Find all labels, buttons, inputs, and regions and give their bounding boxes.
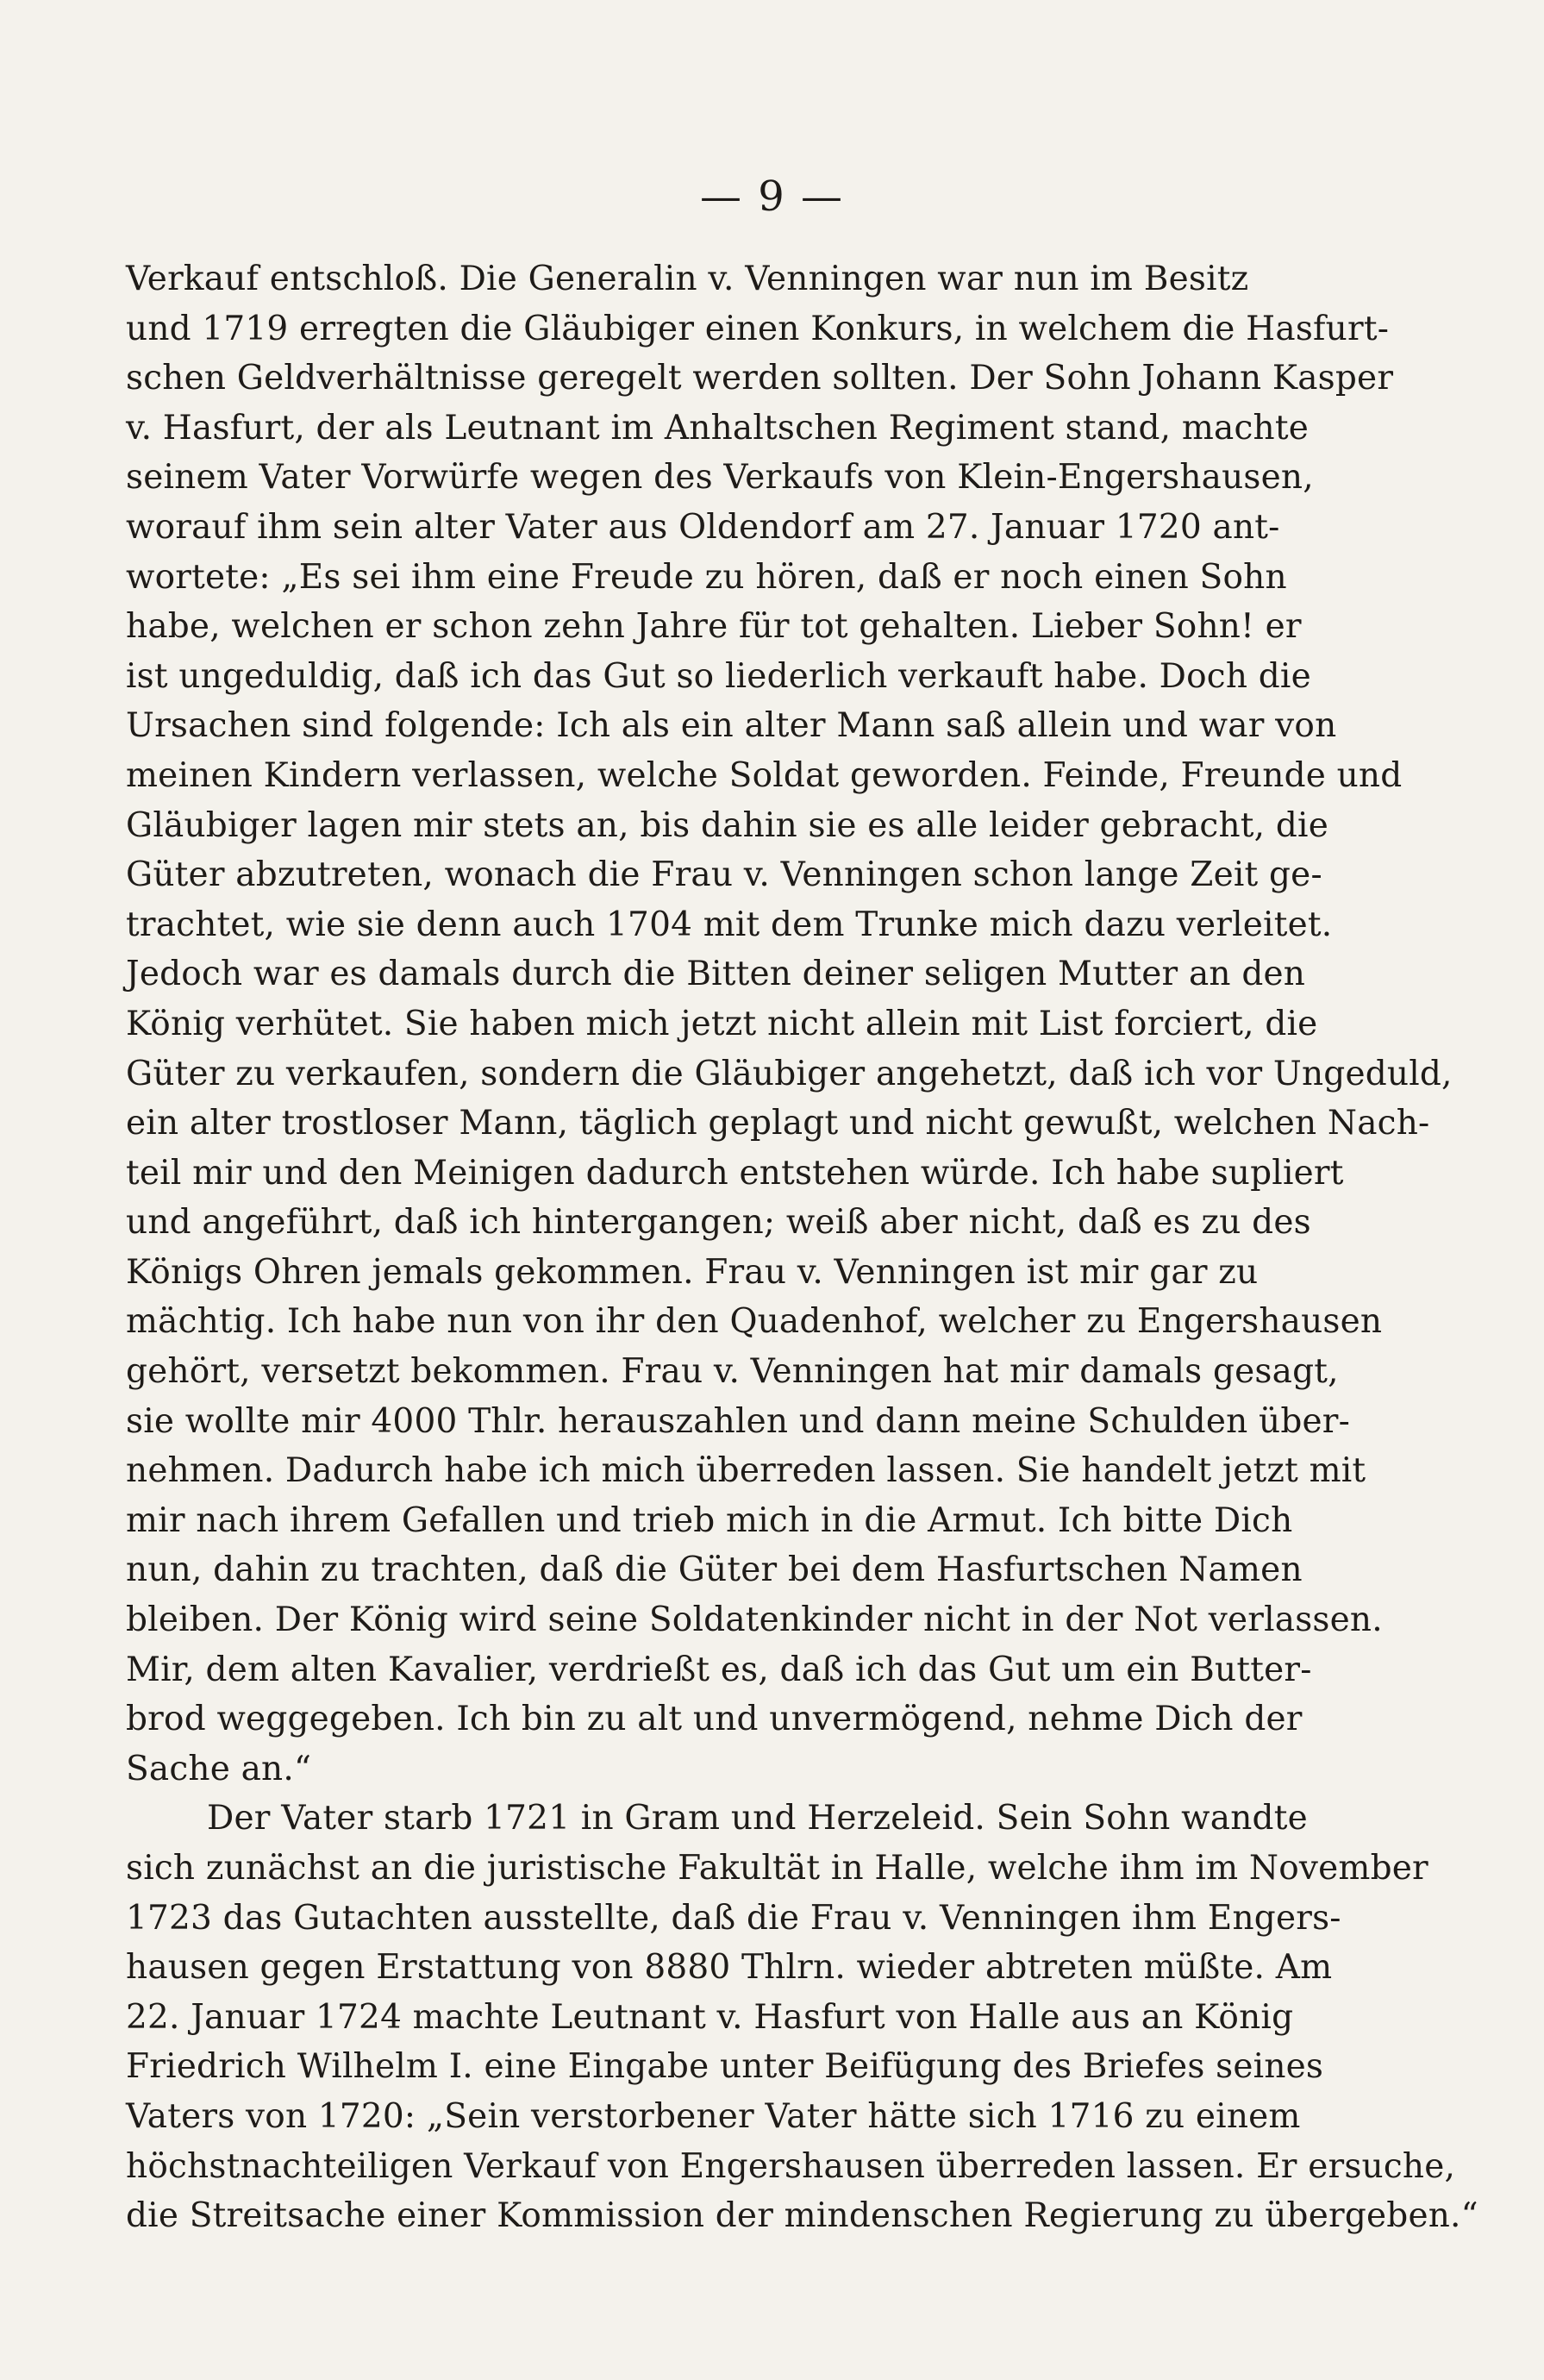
text-line: meinen Kindern verlassen, welche Soldat geworden. Feinde, Freunde und <box>126 755 1403 795</box>
text-line: brod weggegeben. Ich bin zu alt und unvermögend, nehme Dich der <box>126 1700 1303 1739</box>
text-line: worauf ihm sein alter Vater aus Oldendorf am 27. Januar 1720 ant- <box>126 507 1280 547</box>
text-line: Mir, dem alten Kavalier, verdrießt es, daß ich das Gut um ein Butter- <box>126 1650 1312 1689</box>
text-line: sich zunächst an die juristische Fakultät in Halle, welche ihm im November <box>126 1849 1428 1888</box>
text-line: wortete: „Es sei ihm eine Freude zu hören, daß er noch einen Sohn <box>126 557 1287 597</box>
text-line: hausen gegen Erstattung von 8880 Thlrn. wieder abtreten müßte. Am <box>126 1948 1333 1988</box>
text-line: Der Vater starb 1721 in Gram und Herzeleid. Sein Sohn wandte <box>207 1799 1308 1838</box>
text-line: Gläubiger lagen mir stets an, bis dahin sie es alle leider gebracht, die <box>126 805 1328 845</box>
text-line: und 1719 erregten die Gläubiger einen Konkurs, in welchem die Hasfurt- <box>126 309 1390 348</box>
body-text <box>126 254 1478 2241</box>
text-line: Güter abzutreten, wonach die Frau v. Venningen schon lange Zeit ge- <box>126 855 1322 895</box>
paragraph-letter-quote <box>126 254 1453 1794</box>
text-line: ist ungeduldig, daß ich das Gut so liederlich verkauft habe. Doch die <box>126 656 1311 696</box>
text-line: seinem Vater Vorwürfe wegen des Verkaufs von Klein-Engershausen, <box>126 458 1314 498</box>
text-line: bleiben. Der König wird seine Soldatenkinder nicht in der Not verlassen. <box>126 1600 1383 1640</box>
text-line: Jedoch war es damals durch die Bitten deiner seligen Mutter an den <box>126 955 1306 994</box>
text-line: nehmen. Dadurch habe ich mich überreden lassen. Sie handelt jetzt mit <box>126 1451 1366 1491</box>
text-line: höchstnachteiligen Verkauf von Engershausen überreden lassen. Er ersuche, <box>126 2146 1456 2186</box>
text-line: Vaters von 1720: „Sein verstorbener Vater hätte sich 1716 zu einem <box>126 2096 1301 2136</box>
text-line: Friedrich Wilhelm I. eine Eingabe unter Beifügung des Briefes seines <box>126 2047 1324 2087</box>
text-line: schen Geldverhältnisse geregelt werden sollten. Der Sohn Johann Kasper <box>126 359 1394 398</box>
text-line: und angeführt, daß ich hintergangen; weiß aber nicht, daß es zu des <box>126 1203 1311 1243</box>
page-number: — 9 — <box>699 172 845 221</box>
text-line: Güter zu verkaufen, sondern die Gläubiger angehetzt, daß ich vor Ungeduld, <box>126 1054 1453 1093</box>
text-line: trachtet, wie sie denn auch 1704 mit dem Trunke mich dazu verleitet. <box>126 905 1333 944</box>
text-line: nun, dahin zu trachten, daß die Güter bei dem Hasfurtschen Namen <box>126 1550 1303 1590</box>
text-line: sie wollte mir 4000 Thlr. herauszahlen und dann meine Schulden über- <box>126 1401 1351 1441</box>
text-line: v. Hasfurt, der als Leutnant im Anhaltschen Regiment stand, machte <box>126 408 1309 448</box>
text-line: Ursachen sind folgende: Ich als ein alter Mann saß allein und war von <box>126 706 1337 746</box>
text-line: gehört, versetzt bekommen. Frau v. Venningen hat mir damals gesagt, <box>126 1352 1339 1392</box>
text-line: Sache an.“ <box>126 1749 312 1788</box>
text-line: Königs Ohren jemals gekommen. Frau v. Venningen ist mir gar zu <box>126 1252 1259 1292</box>
text-line: ein alter trostloser Mann, täglich geplagt und nicht gewußt, welchen Nach- <box>126 1104 1430 1143</box>
text-line: Verkauf entschloß. Die Generalin v. Venningen war nun im Besitz <box>126 260 1249 298</box>
text-line: mir nach ihrem Gefallen und trieb mich in die Armut. Ich bitte Dich <box>126 1500 1293 1540</box>
text-line: 22. Januar 1724 machte Leutnant v. Hasfurt von Halle aus an König <box>126 1997 1294 2037</box>
text-line: König verhütet. Sie haben mich jetzt nicht allein mit List forciert, die <box>126 1004 1318 1043</box>
text-line: die Streitsache einer Kommission der mindenschen Regierung zu übergeben.“ <box>126 2196 1478 2236</box>
paragraph-aftermath <box>126 1794 1478 2240</box>
text-line: habe, welchen er schon zehn Jahre für tot gehalten. Lieber Sohn! er <box>126 607 1302 647</box>
text-line: 1723 das Gutachten ausstellte, daß die Frau v. Venningen ihm Engers- <box>126 1898 1341 1938</box>
text-line: mächtig. Ich habe nun von ihr den Quadenhof, welcher zu Engershausen <box>126 1302 1383 1342</box>
text-line: teil mir und den Meinigen dadurch entstehen würde. Ich habe supliert <box>126 1153 1344 1193</box>
